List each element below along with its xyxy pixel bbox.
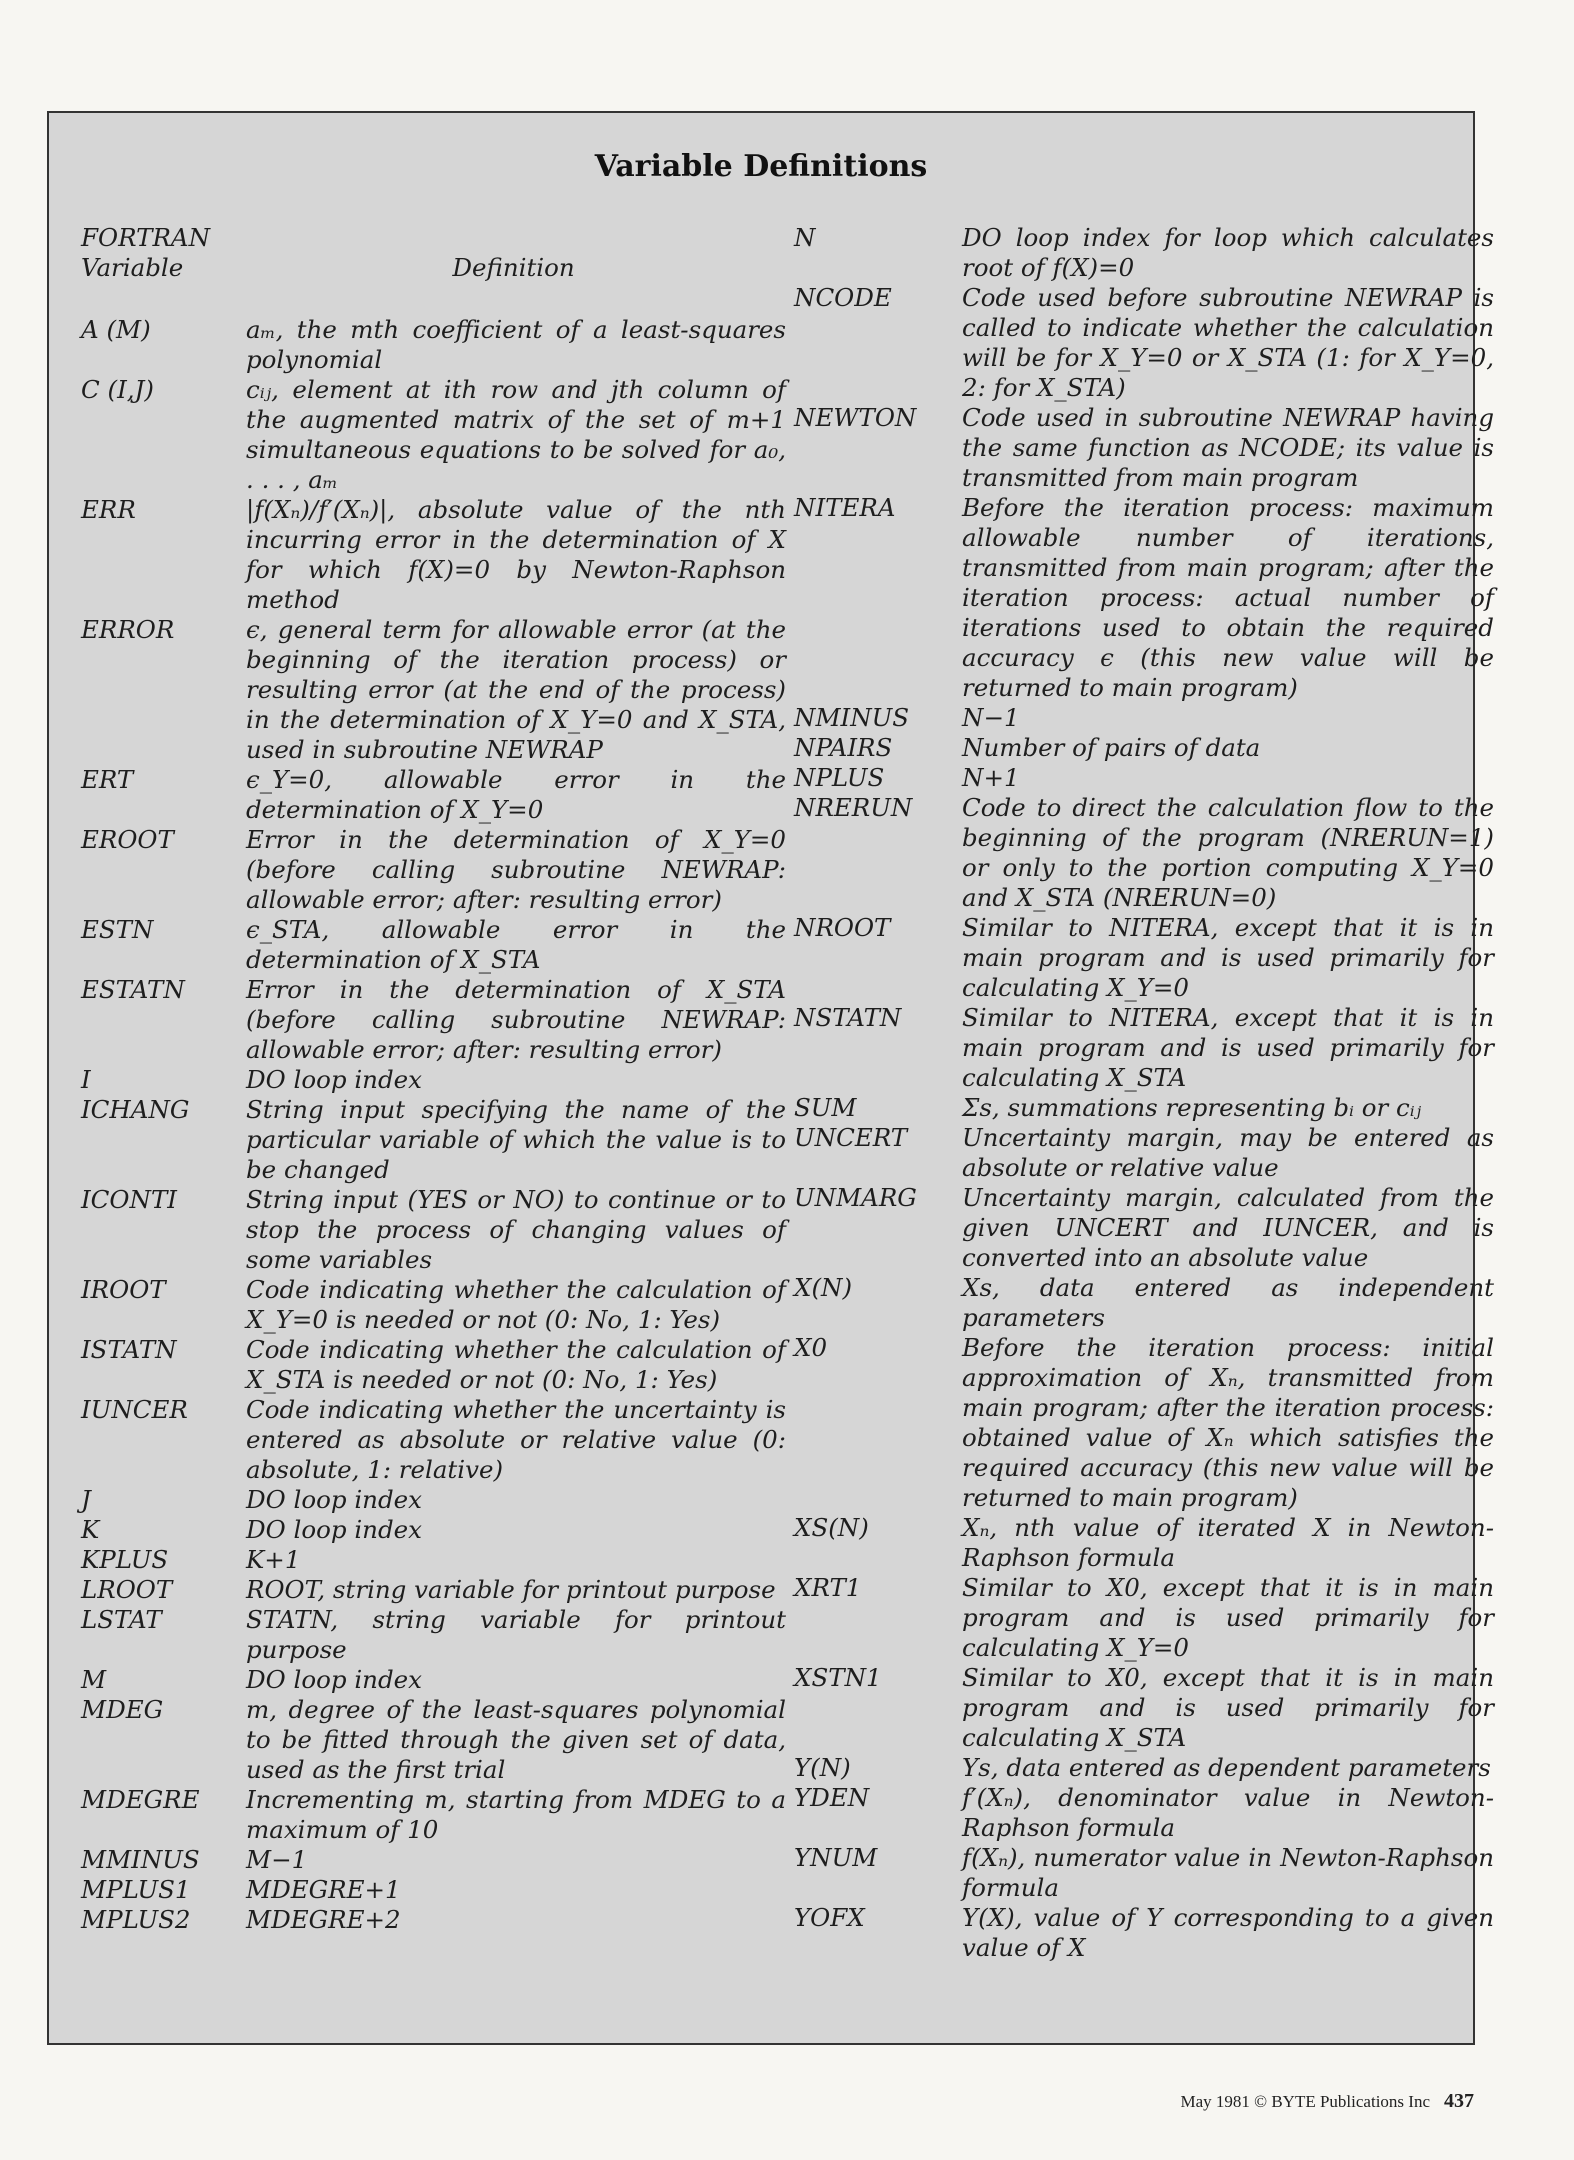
- definition-entry: [794, 1123, 1494, 1183]
- definition-entry: [81, 765, 786, 825]
- variable-definition: Code indicating whether the calculation of X_Y=0 is needed or not (0: No, 1: Yes): [246, 1275, 786, 1334]
- variable-name: A (M): [81, 315, 151, 344]
- variable-name: ICHANG: [81, 1095, 190, 1124]
- variable-name: ERR: [81, 495, 136, 524]
- left-column: [81, 223, 786, 1935]
- variable-definition: Before the iteration process: maximum allowable number of iterations, transmitted from main program; after the iteration process: actual number of iterations used to obtain the required accuracy ϵ (this new value will be returned to main program): [962, 493, 1494, 702]
- definition-entry: [794, 1093, 1494, 1123]
- variable-definition: Incrementing m, starting from MDEG to a maximum of 10: [246, 1785, 786, 1844]
- variable-name: ICONTI: [81, 1185, 177, 1214]
- definition-entry: [81, 1515, 786, 1545]
- variable-name: XS(N): [794, 1513, 869, 1542]
- variable-definition: Code used in subroutine NEWRAP having the same function as NCODE; its value is transmitted from main program: [962, 403, 1494, 492]
- right-column: [794, 223, 1494, 1963]
- variable-definition: aₘ, the mth coefficient of a least-squares polynomial: [246, 315, 786, 374]
- definition-entry: [81, 495, 786, 615]
- column-header: [81, 223, 786, 315]
- variable-name: MPLUS1: [81, 1875, 191, 1904]
- variable-definition: M−1: [246, 1845, 308, 1874]
- definition-entry: [81, 1185, 786, 1275]
- variable-definition: Uncertainty margin, calculated from the given UNCERT and IUNCER, and is converted into an absolute value: [962, 1183, 1494, 1272]
- variable-definition: Xₙ, nth value of iterated X in Newton-Raphson formula: [962, 1513, 1494, 1572]
- variable-definition: f(Xₙ), numerator value in Newton-Raphson formula: [962, 1843, 1494, 1902]
- variable-definition: String input (YES or NO) to continue or to stop the process of changing values of some variables: [246, 1185, 786, 1274]
- variable-definition: ϵ_STA, allowable error in the determination of X_STA: [246, 915, 786, 974]
- variable-name: ERROR: [81, 615, 175, 644]
- variable-definition: Code used before subroutine NEWRAP is called to indicate whether the calculation will be for X_Y=0 or X_STA (1: for X_Y=0, 2: for X_STA): [962, 283, 1494, 402]
- variable-name: NRERUN: [794, 793, 913, 822]
- variable-definition: Uncertainty margin, may be entered as absolute or relative value: [962, 1123, 1494, 1182]
- variable-definition: DO loop index for loop which calculates root of f(X)=0: [962, 223, 1494, 282]
- variable-name: I: [81, 1065, 91, 1094]
- variable-name: EROOT: [81, 825, 174, 854]
- variable-name: IUNCER: [81, 1395, 188, 1424]
- variable-definition: Similar to NITERA, except that it is in main program and is used primarily for calculating X_Y=0: [962, 913, 1494, 1002]
- variable-name: X0: [794, 1333, 828, 1362]
- definition-entry: [794, 1273, 1494, 1333]
- definition-entry: [794, 1753, 1494, 1783]
- variable-name: KPLUS: [81, 1545, 169, 1574]
- variable-definition: String input specifying the name of the particular variable of which the value is to be changed: [246, 1095, 786, 1184]
- definition-entry: [81, 915, 786, 975]
- variable-name: NCODE: [794, 283, 892, 312]
- variable-name: NMINUS: [794, 703, 910, 732]
- variable-name: XSTN1: [794, 1663, 882, 1692]
- variable-name: ISTATN: [81, 1335, 177, 1364]
- definition-entry: [81, 1905, 786, 1935]
- definitions-panel: [47, 111, 1494, 2045]
- variable-name: MDEG: [81, 1695, 164, 1724]
- variable-definition: DO loop index: [246, 1515, 422, 1544]
- definition-entry: [794, 1573, 1494, 1663]
- variable-name: YNUM: [794, 1843, 878, 1872]
- left-definition-list: [81, 315, 786, 1935]
- variable-definition: |f(Xₙ)/f′(Xₙ)|, absolute value of the nth incurring error in the determination of X for which f(X)=0 by Newton-Raphson method: [246, 495, 786, 614]
- variable-name: MPLUS2: [81, 1905, 191, 1934]
- variable-name: IROOT: [81, 1275, 166, 1304]
- definition-entry: [81, 1545, 786, 1575]
- variable-definition: Σs, summations representing bᵢ or cᵢⱼ: [962, 1093, 1422, 1122]
- definition-entry: [81, 1785, 786, 1845]
- definition-entry: [794, 793, 1494, 913]
- definition-entry: [81, 615, 786, 765]
- definition-entry: [794, 913, 1494, 1003]
- variable-name: ESTN: [81, 915, 154, 944]
- page-title: Variable Definitions: [594, 149, 928, 184]
- definition-entry: [794, 1183, 1494, 1273]
- variable-definition: Error in the determination of X_STA (before calling subroutine NEWRAP: allowable error; after: resulting error): [246, 975, 786, 1064]
- variable-definition: K+1: [246, 1545, 301, 1574]
- variable-name: N: [794, 223, 816, 252]
- variable-name: NPAIRS: [794, 733, 893, 762]
- variable-definition: MDEGRE+2: [246, 1905, 401, 1934]
- variable-definition: Xs, data entered as independent parameters: [962, 1273, 1494, 1332]
- variable-name: NSTATN: [794, 1003, 902, 1032]
- variable-definition: Y(X), value of Y corresponding to a given value of X: [962, 1903, 1494, 1962]
- definition-entry: [81, 1665, 786, 1695]
- variable-definition: N−1: [962, 703, 1020, 732]
- definition-entry: [81, 1065, 786, 1095]
- variable-definition: Code to direct the calculation flow to the beginning of the program (NRERUN=1) or only to the portion computing X_Y=0 and X_STA (NRERUN=0): [962, 793, 1494, 912]
- footer-credit: May 1981 © BYTE Publications Inc: [1180, 2092, 1430, 2111]
- variable-definition: STATN, string variable for printout purpose: [246, 1605, 786, 1664]
- definition-entry: [81, 825, 786, 915]
- definition-entry: [794, 283, 1494, 403]
- variable-name: NPLUS: [794, 763, 885, 792]
- variable-definition: f′(Xₙ), denominator value in Newton-Raphson formula: [962, 1783, 1494, 1842]
- definition-entry: [794, 1663, 1494, 1753]
- variable-name: YDEN: [794, 1783, 870, 1812]
- definition-entry: [81, 315, 786, 375]
- definition-entry: [81, 1605, 786, 1665]
- definition-header: Definition: [452, 253, 575, 282]
- variable-name: NEWTON: [794, 403, 917, 432]
- variable-definition: Similar to NITERA, except that it is in main program and is used primarily for calculating X_STA: [962, 1003, 1494, 1092]
- right-definition-list: [794, 223, 1494, 1963]
- variable-definition: m, degree of the least-squares polynomial to be fitted through the given set of data, used as the first trial: [246, 1695, 786, 1784]
- definition-entry: [81, 1845, 786, 1875]
- definition-entry: [81, 975, 786, 1065]
- definition-entry: [794, 1333, 1494, 1513]
- variable-name: ESTATN: [81, 975, 185, 1004]
- variable-name: M: [81, 1665, 107, 1694]
- variable-definition: DO loop index: [246, 1485, 422, 1514]
- definition-entry: [81, 1275, 786, 1335]
- variable-definition: Code indicating whether the calculation of X_STA is needed or not (0: No, 1: Yes): [246, 1335, 786, 1394]
- definition-entry: [81, 375, 786, 495]
- variable-definition: Similar to X0, except that it is in main program and is used primarily for calculating X_Y=0: [962, 1573, 1494, 1662]
- definition-entry: [81, 1575, 786, 1605]
- variable-name: LSTAT: [81, 1605, 162, 1634]
- variable-name: XRT1: [794, 1573, 862, 1602]
- variable-definition: Error in the determination of X_Y=0 (before calling subroutine NEWRAP: allowable error; after: resulting error): [246, 825, 786, 914]
- variable-name: J: [81, 1485, 91, 1514]
- definition-entry: [794, 763, 1494, 793]
- variable-definition: Code indicating whether the uncertainty is entered as absolute or relative value (0: absolute, 1: relative): [246, 1395, 786, 1484]
- variable-definition: DO loop index: [246, 1065, 422, 1094]
- variable-definition: Ys, data entered as dependent parameters: [962, 1753, 1491, 1782]
- variable-name: UNCERT: [794, 1123, 908, 1152]
- variable-header: FORTRAN Variable: [81, 223, 211, 282]
- definition-entry: [794, 1903, 1494, 1963]
- definition-entry: [81, 1395, 786, 1485]
- variable-definition: ϵ_Y=0, allowable error in the determination of X_Y=0: [246, 765, 786, 824]
- definition-entry: [794, 703, 1494, 733]
- definition-entry: [794, 223, 1494, 283]
- variable-name: MMINUS: [81, 1845, 200, 1874]
- variable-name: Y(N): [794, 1753, 851, 1782]
- page-number: 437: [1444, 2090, 1474, 2112]
- variable-name: MDEGRE: [81, 1785, 200, 1814]
- variable-name: NROOT: [794, 913, 891, 942]
- variable-name: LROOT: [81, 1575, 173, 1604]
- variable-definition: DO loop index: [246, 1665, 422, 1694]
- definition-entry: [81, 1695, 786, 1785]
- definition-entry: [794, 1843, 1494, 1903]
- definition-entry: [81, 1095, 786, 1185]
- definition-entry: [794, 1003, 1494, 1093]
- definition-entry: [794, 403, 1494, 493]
- variable-definition: ϵ, general term for allowable error (at the beginning of the iteration process) or resulting error (at the end of the process) in the determination of X_Y=0 and X_STA, used in subroutine NEWRAP: [246, 615, 786, 764]
- variable-name: NITERA: [794, 493, 896, 522]
- variable-name: C (I,J): [81, 375, 154, 404]
- variable-name: UNMARG: [794, 1183, 917, 1212]
- definition-entry: [794, 1513, 1494, 1573]
- variable-name: ERT: [81, 765, 134, 794]
- variable-name: X(N): [794, 1273, 852, 1302]
- definition-entry: [81, 1875, 786, 1905]
- definition-entry: [794, 733, 1494, 763]
- variable-definition: N+1: [962, 763, 1020, 792]
- variable-definition: cᵢⱼ, element at ith row and jth column of the augmented matrix of the set of m+1 simultaneous equations to be solved for a₀, . . . , aₘ: [246, 375, 786, 494]
- variable-definition: Before the iteration process: initial approximation of Xₙ, transmitted from main program; after the iteration process: obtained value of Xₙ which satisfies the required accuracy (this new value will be returned to main program): [962, 1333, 1494, 1512]
- variable-name: SUM: [794, 1093, 857, 1122]
- variable-name: YOFX: [794, 1903, 865, 1932]
- definition-entry: [794, 1783, 1494, 1843]
- definition-entry: [81, 1335, 786, 1395]
- definition-entry: [794, 493, 1494, 703]
- definition-entry: [81, 1485, 786, 1515]
- variable-definition: Similar to X0, except that it is in main program and is used primarily for calculating X_STA: [962, 1663, 1494, 1752]
- variable-definition: ROOT, string variable for printout purpose: [246, 1575, 776, 1604]
- variable-definition: MDEGRE+1: [246, 1875, 401, 1904]
- page-footer: [1181, 2090, 1474, 2113]
- variable-definition: Number of pairs of data: [962, 733, 1261, 762]
- variable-name: K: [81, 1515, 100, 1544]
